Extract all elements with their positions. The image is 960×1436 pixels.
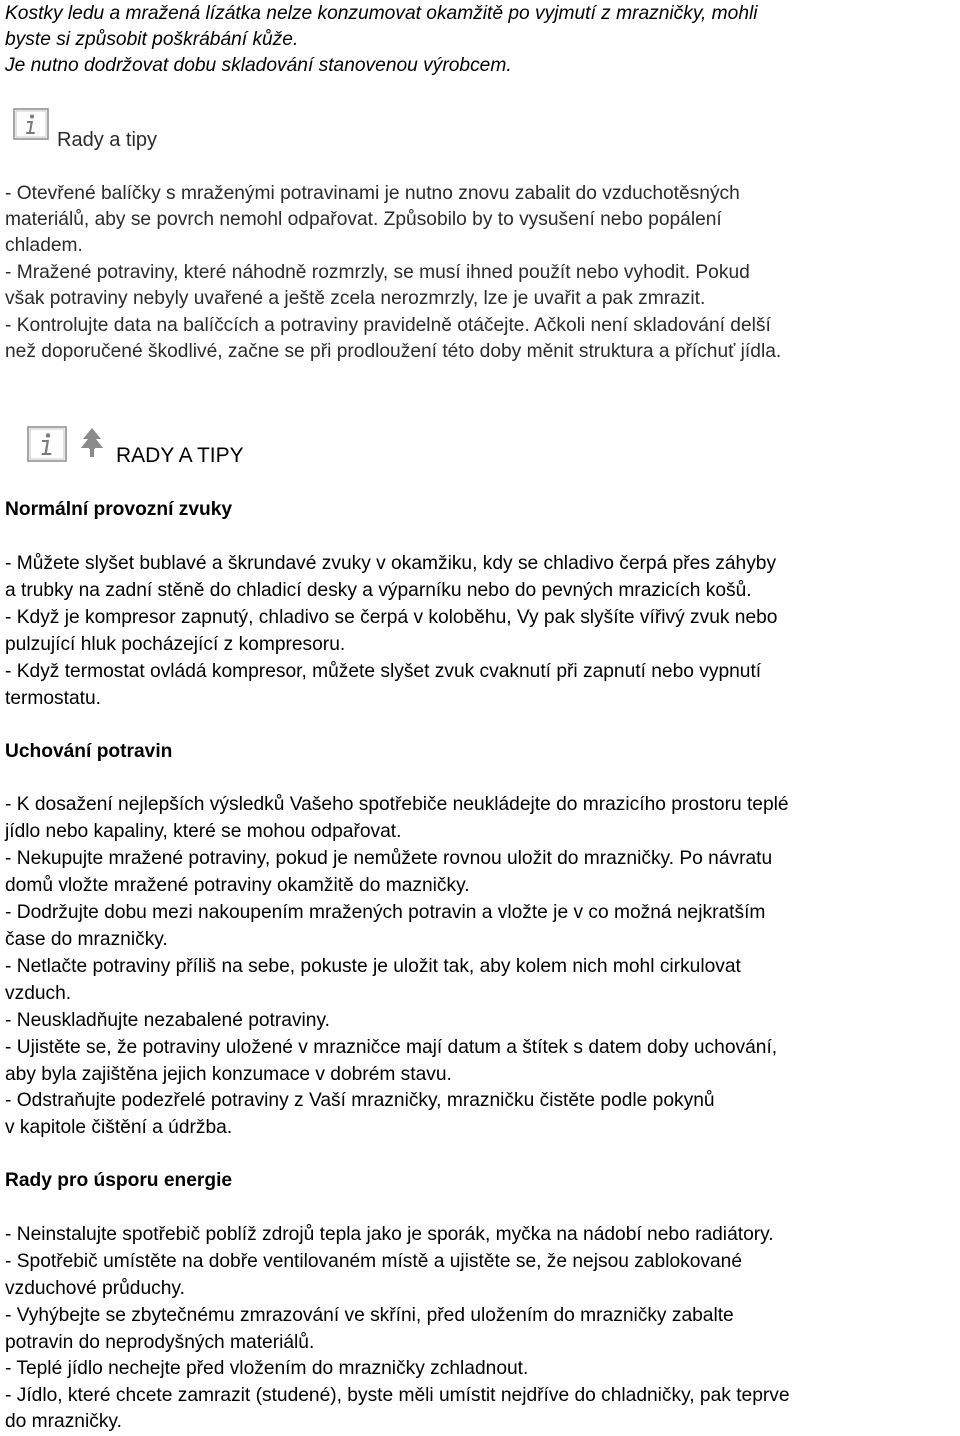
tips-title: Rady a tipy	[57, 129, 158, 151]
tips-line: materiálů, aby se povrch nemohl odpařovat. Způsobilo by to vysušení nebo popálení	[5, 209, 722, 230]
body-line: - Ujistěte se, že potraviny uložené v mrazničce mají datum a štítek s datem doby uchování,	[5, 1037, 778, 1058]
body-line: termostatu.	[5, 688, 101, 709]
body-line: - Vyhýbejte se zbytečnému zmrazování ve skříni, před uložením do mrazničky zabalte	[5, 1305, 734, 1326]
section-heading: Rady pro úsporu energie	[5, 1170, 233, 1191]
body-line: vzduch.	[5, 983, 72, 1004]
body-line: - Odstraňujte podezřelé potraviny z Vaší mrazničky, mrazničku čistěte podle pokynů	[5, 1090, 715, 1111]
body-line: - Když je kompresor zapnutý, chladivo se čerpá v koloběhu, Vy pak slyšíte vířivý zvuk nebo	[5, 607, 778, 628]
intro-line: Kostky ledu a mražená lízátka nelze konzumovat okamžitě po vyjmutí z mrazničky, mohli	[5, 3, 758, 24]
body-line: aby byla zajištěna jejich konzumace v dobrém stavu.	[5, 1064, 452, 1085]
body-line: - Můžete slyšet bublavé a škrundavé zvuky v okamžiku, kdy se chladivo čerpá přes záhyby	[5, 553, 777, 574]
body-line: jídlo nebo kapaliny, které se mohou odpařovat.	[5, 821, 402, 842]
body-line: potravin do neprodyšných materiálů.	[5, 1332, 315, 1353]
body-line: pulzující hluk pocházející z kompresoru.	[5, 634, 346, 655]
body-line: - Teplé jídlo nechejte před vložením do mrazničky zchladnout.	[5, 1358, 529, 1379]
tree-icon	[79, 427, 105, 461]
section-heading: Normální provozní zvuky	[5, 499, 233, 520]
body-line: vzduchové průduchy.	[5, 1278, 185, 1299]
tips-line: - Kontrolujte data na balíčcích a potraviny pravidelně otáčejte. Ačkoli není skladování delší	[5, 315, 771, 336]
body-line: domů vložte mražené potraviny okamžitě do mazničky.	[5, 875, 470, 896]
section-heading: Uchování potravin	[5, 741, 173, 762]
body-line: v kapitole čištění a údržba.	[5, 1117, 233, 1138]
body-line: - Jídlo, které chcete zamrazit (studené), byste měli umístit nejdříve do chladničky, pak teprve	[5, 1385, 790, 1406]
tips-line: chladem.	[5, 235, 83, 256]
tips-line: však potraviny nebyly uvařené a ještě zcela nerozmrzly, lze je uvařit a pak zmrazit.	[5, 288, 706, 309]
body-line: do mrazničky.	[5, 1411, 122, 1432]
tips-line: - Mražené potraviny, které náhodně rozmrzly, se musí ihned použít nebo vyhodit. Pokud	[5, 262, 750, 283]
body-line: - Neuskladňujte nezabalené potraviny.	[5, 1010, 330, 1031]
info-icon	[13, 108, 49, 140]
body-line: - Když termostat ovládá kompresor, můžete slyšet zvuk cvaknutí při zapnutí nebo vypnutí	[5, 661, 762, 682]
intro-line: byste si způsobit poškrábání kůže.	[5, 29, 299, 50]
body-line: - Neinstalujte spotřebič poblíž zdrojů tepla jako je sporák, myčka na nádobí nebo radiátory.	[5, 1224, 774, 1245]
body-line: - K dosažení nejlepších výsledků Vašeho spotřebiče neukládejte do mrazicího prostoru teplé	[5, 794, 789, 815]
info-icon	[27, 426, 67, 462]
tips-line: - Otevřené balíčky s mraženými potravinami je nutno znovu zabalit do vzduchotěsných	[5, 183, 740, 204]
body-line: - Netlačte potraviny příliš na sebe, pokuste je uložit tak, aby kolem nich mohl cirkulovat	[5, 956, 741, 977]
body-line: - Dodržujte dobu mezi nakoupením mražených potravin a vložte je v co možná nejkratším	[5, 902, 766, 923]
body-line: - Nekupujte mražené potraviny, pokud je nemůžete rovnou uložit do mrazničky. Po návratu	[5, 848, 773, 869]
intro-line: Je nutno dodržovat dobu skladování stanovenou výrobcem.	[5, 55, 512, 76]
body-line: a trubky na zadní stěně do chladicí desky a výparníku nebo do pevných mrazicích košů.	[5, 580, 752, 601]
tips-title: RADY A TIPY	[116, 444, 244, 467]
body-line: - Spotřebič umístěte na dobře ventilovaném místě a ujistěte se, že nejsou zablokované	[5, 1251, 742, 1272]
tips-line: než doporučené škodlivé, začne se při prodloužení této doby měnit struktura a příchuť jídla.	[5, 341, 782, 362]
body-line: čase do mrazničky.	[5, 929, 168, 950]
